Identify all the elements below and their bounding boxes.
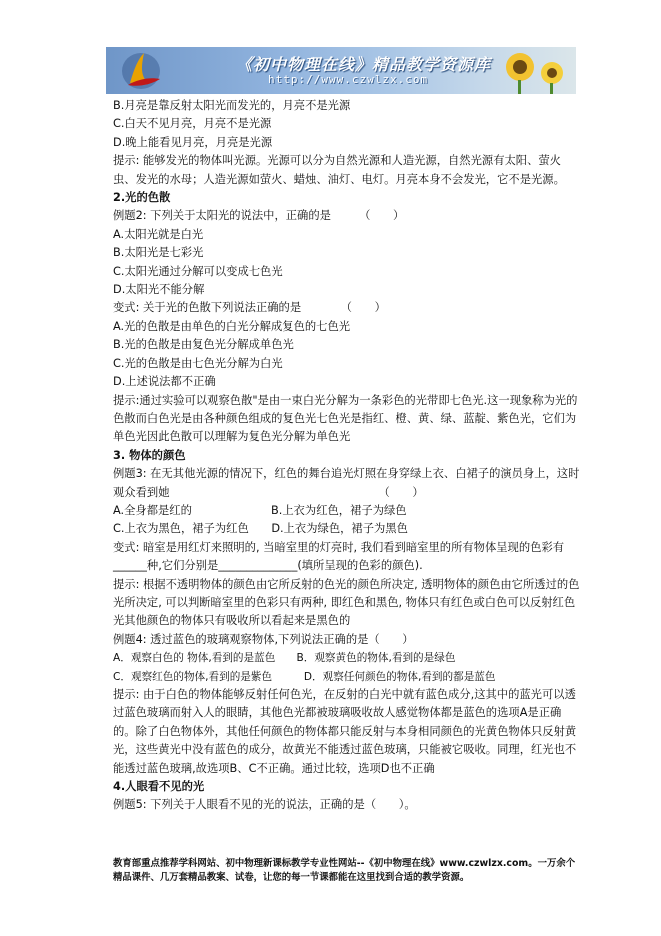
section-heading-invisible-light: 4.人眼看不见的光 <box>113 780 205 794</box>
example-2-option-a: A.太阳光就是白光 <box>113 227 204 241</box>
hint-paragraph-1: 提示: 能够发光的物体叫光源。光源可以分为自然光源和人造光源，自然光源有太阳、萤火虫、发光的水母；人造光源如萤火、蜡烛、油灯、电灯。月亮本身不会发光，它不是光源。 <box>113 154 565 186</box>
sunflower-icon <box>490 47 570 94</box>
example-2-option-d: D.太阳光不能分解 <box>113 283 205 297</box>
example-3-options-ab: A.全身都是红的 B.上衣为红色，裙子为绿色 <box>113 503 407 517</box>
variant-question-2: 变式: 暗室是用红灯来照明的, 当暗室里的灯亮时, 我们看到暗室里的所有物体呈现的色彩有______种,它们分别是______________(填所呈现的色彩的颜色). <box>113 540 565 573</box>
variant-1-option-a: A.光的色散是由单色的白光分解成复色的七色光 <box>113 319 351 333</box>
example-2-option-c: C.太阳光通过分解可以变成七色光 <box>113 264 283 278</box>
example-3-question: 例题3: 在无其他光源的情况下，红色的舞台追光灯照在身穿绿上衣、白裙子的演员身上，这时观众看到她 （ ） <box>113 467 580 499</box>
banner-url[interactable]: http://www.czwlzx.com <box>268 73 429 86</box>
footer-note: 教育部重点推荐学科网站、初中物理新课标教学专业性网站--《初中物理在线》www.czwlzx.com。一万余个精品课件、几万套精品教案、试卷，让您的每一节课都能在这里找到合适的教学资源。 <box>113 858 576 883</box>
example-4-options-cd: C．观察红色的物体,看到的是紫色 D．观察任何颜色的物体,看到的都是蓝色 <box>113 670 496 683</box>
variant-1-option-d: D.上述说法都不正确 <box>113 375 216 389</box>
option-c-line: C.白天不见月亮，月亮不是光源 <box>113 117 272 131</box>
section-heading-dispersion: 2.光的色散 <box>113 191 171 205</box>
header-banner <box>106 47 576 94</box>
site-logo-icon <box>120 49 162 91</box>
variant-1-option-c: C.光的色散是由七色光分解为白光 <box>113 356 283 370</box>
document-body <box>113 97 583 815</box>
example-4-question: 例题4: 透过蓝色的玻璃观察物体,下列说法正确的是（ ） <box>113 632 414 646</box>
banner-title: 《初中物理在线》精品教学资源库 <box>236 55 492 74</box>
hint-paragraph-3: 提示: 根据不透明物体的颜色由它所反射的色光的颜色所决定, 透明物体的颜色由它所透过的色光所决定, 可以判断暗室里的色彩只有两种, 即红色和黑色, 物体只有红色或白色可以反射红色光其他颜色的物体只有吸收所以看起来是黑色的 <box>113 577 580 628</box>
example-4-options-ab: A．观察白色的 物体,看到的是蓝色 B．观察黄色的物体,看到的是绿色 <box>113 652 456 665</box>
section-heading-object-color: 3. 物体的颜色 <box>113 448 186 462</box>
option-b-line: B.月亮是靠反射太阳光而发光的，月亮不是光源 <box>113 99 351 112</box>
hint-paragraph-4: 提示: 由于白色的物体能够反射任何色光，在反射的白光中就有蓝色成分,这其中的蓝光可以透过蓝色玻璃而射入人的眼睛，其他色光都被玻璃吸收故人感觉物体都是蓝色的选项A是正确的。除了白色物体外，其他任何颜色的物体都只能反射与本身相同颜色的光黄色物体只反射黄光，这些黄光中没有蓝色的成分，故黄光不能透过蓝色玻璃，只能被它吸收。同理，红光也不能透过蓝色玻璃,故选项B、C不正确。通过比较，选项D也不正确 <box>113 688 577 775</box>
example-2-option-b: B.太阳光是七彩光 <box>113 246 204 260</box>
variant-1-option-b: B.光的色散是由复色光分解成单色光 <box>113 338 294 352</box>
example-5-question: 例题5: 下列关于人眼看不见的光的说法，正确的是（ ）。 <box>113 798 416 812</box>
hint-paragraph-2: 提示:通过实验可以观察色散"是由一束白光分解为一条彩色的光带即七色光.这一现象称为光的色散而白色光是由各种颜色组成的复色光七色光是指红、橙、黄、绿、蓝靛、紫色光，它们为单色光因此色散可以理解为复色光分解为单色光 <box>113 393 578 444</box>
option-d-line: D.晚上能看见月亮，月亮是光源 <box>113 135 273 149</box>
example-2-question: 例题2: 下列关于太阳光的说法中，正确的是 （ ） <box>113 209 405 223</box>
example-3-options-cd: C.上衣为黑色，裙子为红色 D.上衣为绿色，裙子为黑色 <box>113 522 408 536</box>
variant-question-1: 变式: 关于光的色散下列说法正确的是 （ ） <box>113 301 386 315</box>
